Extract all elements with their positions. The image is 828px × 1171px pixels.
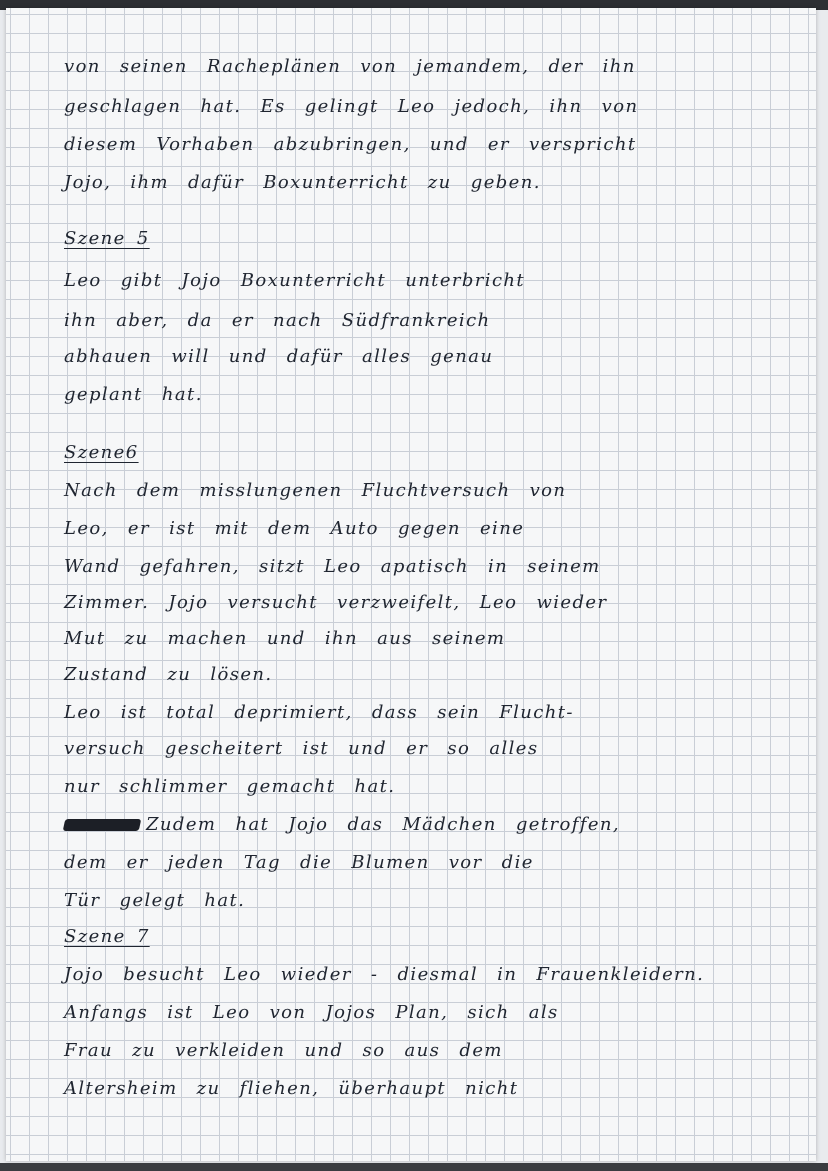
scene-heading: Szene 7 xyxy=(64,926,150,947)
crossed-out-scribble xyxy=(63,819,142,831)
text-line: Leo, er ist mit dem Auto gegen eine xyxy=(64,518,525,539)
text-line: Leo ist total deprimiert, dass sein Flucht- xyxy=(64,702,574,723)
text-line: Jojo, ihm dafür Boxunterricht zu geben. xyxy=(64,172,541,193)
text-line: Wand gefahren, sitzt Leo apatisch in seinem xyxy=(64,556,601,577)
text-line: geplant hat. xyxy=(64,384,203,405)
text-line: Altersheim zu fliehen, überhaupt nicht xyxy=(64,1078,519,1099)
text-line: diesem Vorhaben abzubringen, und er verspricht xyxy=(64,134,637,155)
text-line: Leo gibt Jojo Boxunterricht unterbricht xyxy=(64,270,526,291)
text-line: Anfangs ist Leo von Jojos Plan, sich als xyxy=(64,1002,559,1023)
scene-heading: Szene6 xyxy=(64,442,139,463)
text-line: Tür gelegt hat. xyxy=(64,890,246,911)
text-line: ihn aber, da er nach Südfrankreich xyxy=(64,310,491,331)
text-line: nur schlimmer gemacht hat. xyxy=(64,776,396,797)
text-line: abhauen will und dafür alles genau xyxy=(64,346,494,367)
scene-heading: Szene 5 xyxy=(64,228,150,249)
text-line-content: Zudem hat Jojo das Mädchen getroffen, xyxy=(146,814,621,835)
text-line: Mut zu machen und ihn aus seinem xyxy=(64,628,506,649)
text-line: Zustand zu lösen. xyxy=(64,664,273,685)
notebook-page xyxy=(6,8,816,1161)
text-line: geschlagen hat. Es gelingt Leo jedoch, ihn von xyxy=(64,96,639,117)
text-line: Zimmer. Jojo versucht verzweifelt, Leo wieder xyxy=(64,592,608,613)
text-line xyxy=(64,814,620,835)
text-line: Jojo besucht Leo wieder - diesmal in Frauenkleidern. xyxy=(64,964,705,985)
bottom-edge xyxy=(0,1163,828,1171)
text-line: dem er jeden Tag die Blumen vor die xyxy=(64,852,534,873)
text-line: Frau zu verkleiden und so aus dem xyxy=(64,1040,503,1061)
text-line: Nach dem misslungenen Fluchtversuch von xyxy=(64,480,567,501)
text-line: versuch gescheitert ist und er so alles xyxy=(64,738,539,759)
text-line: von seinen Racheplänen von jemandem, der ihn xyxy=(64,56,636,77)
